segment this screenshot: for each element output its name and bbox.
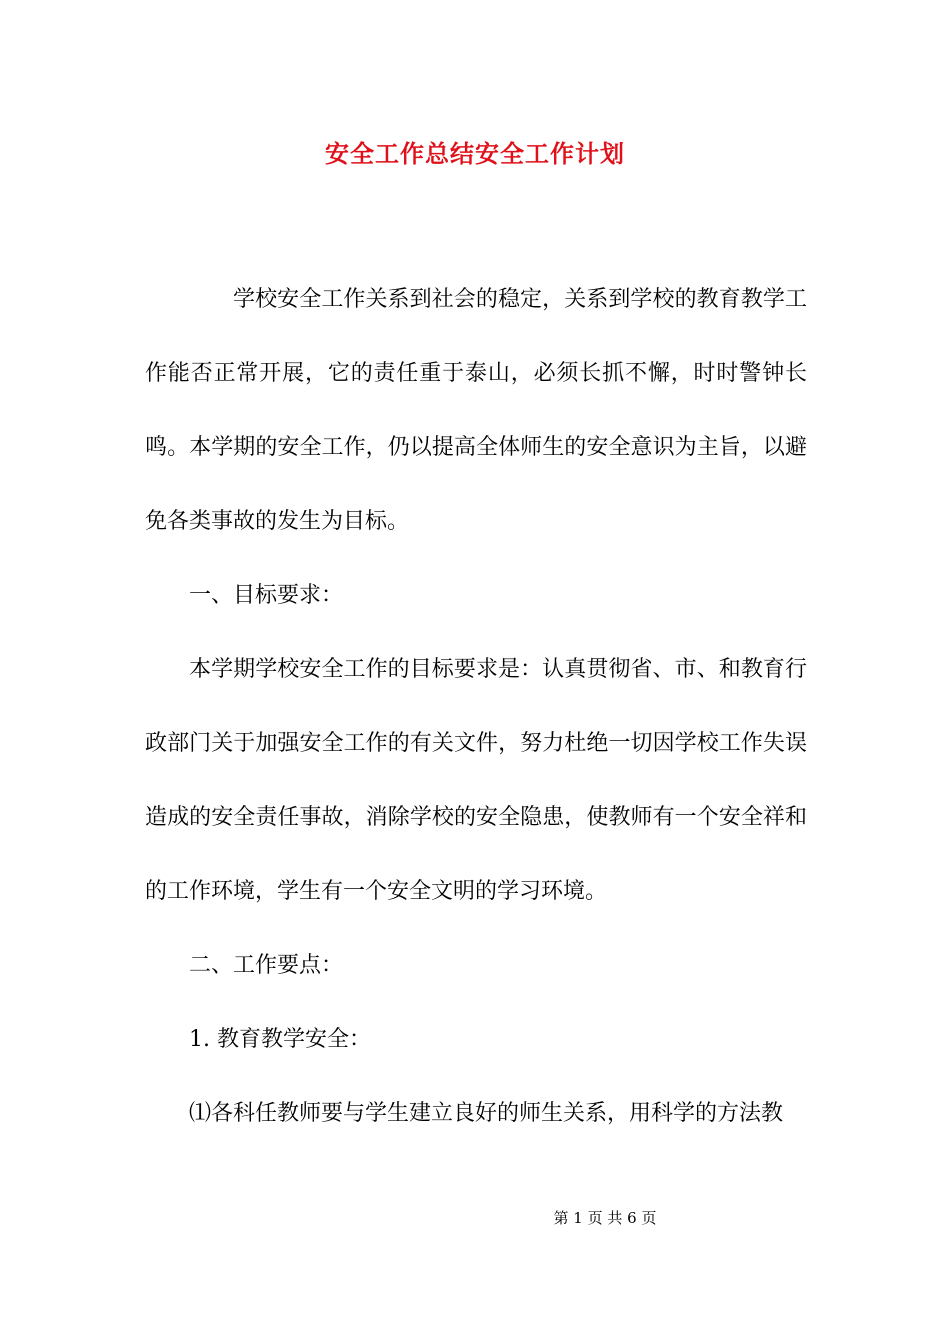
section-heading-key-points: 二、工作要点：: [189, 953, 344, 978]
paragraph-intro: 学校安全工作关系到社会的稳定，关系到学校的教育教学工作能否正常开展，它的责任重于泰山，必须长抓不懈，时时警钟长鸣。本学期的安全工作，仍以提高全体师生的安全意识为主旨，以避免各类事故的发生为目标。: [145, 287, 807, 534]
section-heading-goals: 一、目标要求：: [189, 583, 344, 608]
paragraph-goals: 本学期学校安全工作的目标要求是：认真贯彻省、市、和教育行政部门关于加强安全工作的有关文件，努力杜绝一切因学校工作失误造成的安全责任事故，消除学校的安全隐患，使教师有一个安全祥和的工作环境，学生有一个安全文明的学习环境。: [145, 657, 807, 904]
paragraph-teaching-safety: ⑴各科任教师要与学生建立良好的师生关系，用科学的方法教: [189, 1101, 784, 1126]
page-number-footer: 第 1 页 共 6 页: [553, 1209, 657, 1227]
document-title: 安全工作总结安全工作计划: [325, 139, 625, 168]
subsection-heading-teaching-safety: 1. 教育教学安全：: [189, 1027, 371, 1052]
document-body: [145, 263, 807, 1151]
